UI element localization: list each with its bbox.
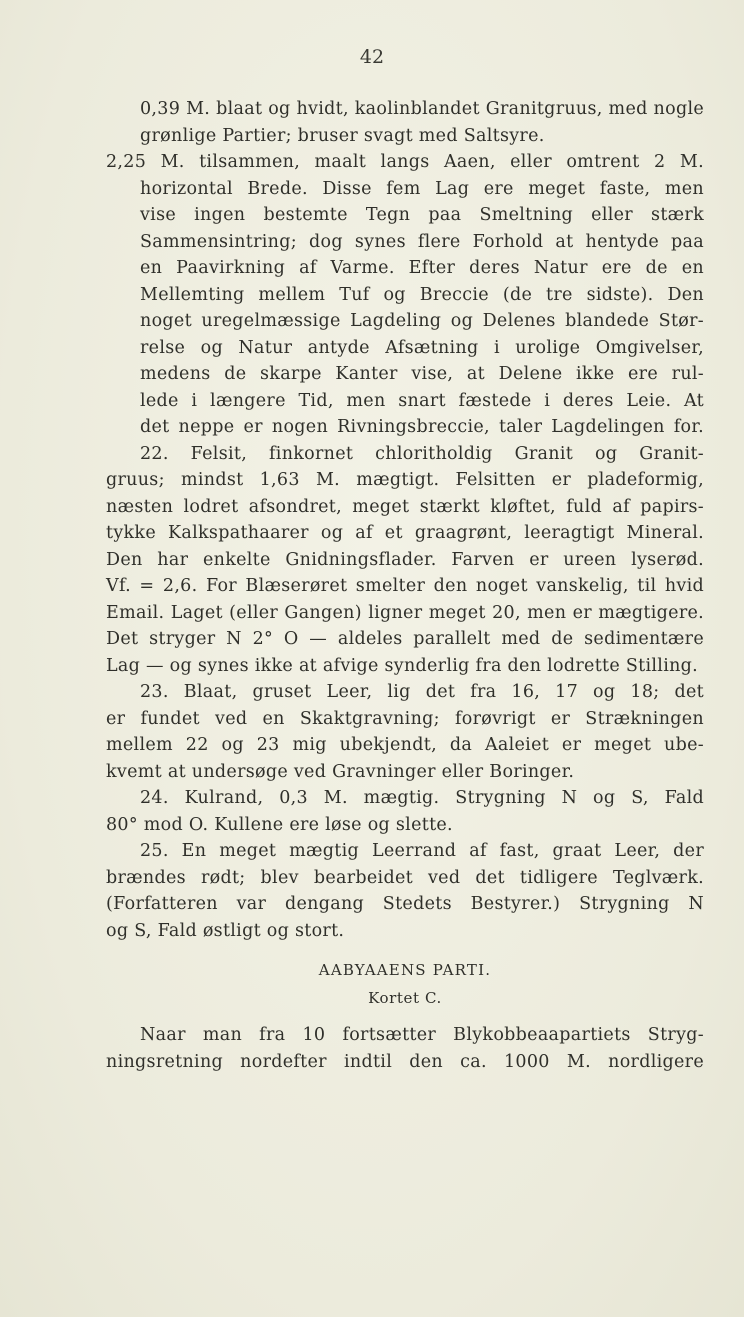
text-line: relse og Natur antyde Afsætning i urolige Omgivelser, [140, 337, 704, 358]
text-line: Email. Laget (eller Gangen) ligner meget 20, men er mægtigere. [106, 602, 704, 623]
text-line: grønlige Partier; bruser svagt med Saltsyre. [140, 125, 545, 146]
text-line: tykke Kalkspathaarer og af et graagrønt, leeragtigt Mineral. [106, 523, 704, 543]
text-line: kvemt at undersøge ved Gravninger eller Boringer. [106, 761, 575, 782]
text-line: 80° mod O. Kullene ere løse og slette. [106, 814, 453, 835]
text-line: Mellemting mellem Tuf og Breccie (de tre sidste). Den [140, 284, 704, 305]
text-line: Vf. = 2,6. For Blæserøret smelter den noget vanskelig, til hvid [106, 576, 704, 596]
text-line: Naar man fra 10 fortsætter Blykobbeaapartiets Stryg- [140, 1025, 704, 1045]
text-line: brændes rødt; blev bearbeidet ved det tidligere Teglværk. [106, 867, 704, 888]
text-line: 22. Felsit, finkornet chloritholdig Granit og Granit- [140, 443, 704, 464]
text-line: lede i længere Tid, men snart fæstede i deres Leie. At [140, 390, 704, 411]
closing-lines [106, 1022, 704, 1075]
text-line: det neppe er nogen Rivningsbreccie, taler Lagdelingen for. [140, 417, 704, 437]
text-line: 24. Kulrand, 0,3 M. mægtig. Strygning N og S, Fald [140, 788, 704, 808]
text-line: noget uregelmæssige Lagdeling og Delenes blandede Stør- [140, 311, 704, 331]
body-text [106, 96, 704, 1075]
text-line: og S, Fald østligt og stort. [106, 920, 345, 941]
text-line: vise ingen bestemte Tegn paa Smeltning eller stærk [140, 205, 704, 225]
text-line: 2,25 M. tilsammen, maalt langs Aaen, eller omtrent 2 M. [106, 152, 704, 172]
text-line: Sammensintring; dog synes flere Forhold at hentyde paa [140, 231, 704, 252]
text-line: 25. En meget mægtig Leerrand af fast, graat Leer, der [140, 841, 704, 861]
text-line: 23. Blaat, gruset Leer, lig det fra 16, 17 og 18; det [140, 682, 704, 702]
section-subtitle: Kortet C. [368, 989, 442, 1007]
text-line: medens de skarpe Kanter vise, at Delene ikke ere rul- [140, 364, 704, 384]
page-number: 42 [359, 46, 385, 68]
text-line: 0,39 M. blaat og hvidt, kaolinblandet Granitgruus, med nogle [140, 99, 704, 119]
text-line: mellem 22 og 23 mig ubekjendt, da Aaleiet er meget ube- [106, 735, 704, 755]
text-line: Den har enkelte Gnidningsflader. Farven er ureen lyserød. [106, 549, 704, 570]
text-line: Lag — og synes ikke at afvige synderlig fra den lodrette Stilling. [106, 655, 699, 676]
text-line: Det stryger N 2° O — aldeles parallelt med de sedimentære [106, 629, 704, 649]
section-title: AABYAAENS PARTI. [318, 961, 492, 979]
text-line: ningsretning nordefter indtil den ca. 1000 M. nordligere [106, 1051, 704, 1072]
text-line: (Forfatteren var dengang Stedets Bestyrer.) Strygning N [106, 894, 704, 914]
text-line: næsten lodret afsondret, meget stærkt kløftet, fuld af papirs- [106, 496, 704, 517]
text-line: gruus; mindst 1,63 M. mægtigt. Felsitten er pladeformig, [106, 470, 704, 490]
text-line: er fundet ved en Skaktgravning; forøvrigt er Strækningen [106, 708, 704, 729]
paragraph-lines [106, 96, 704, 944]
text-line: en Paavirkning af Varme. Efter deres Natur ere de en [140, 258, 704, 278]
text-line: horizontal Brede. Disse fem Lag ere meget faste, men [140, 178, 704, 199]
